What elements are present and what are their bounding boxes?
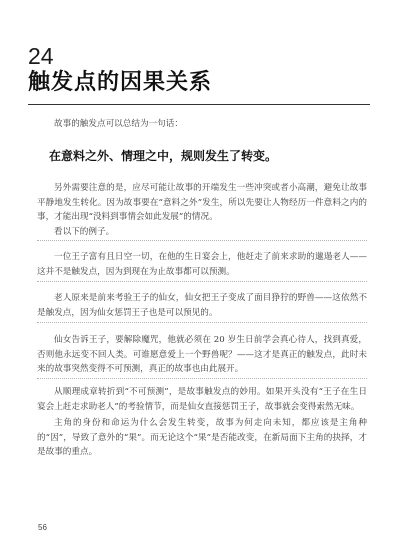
example-1: 一位王子富有且日空一切，在他的生日宴会上，他赶走了前来求助的邋遢老人——这并不是触发点，因为到现在为止故事都可以预测。 (37, 252, 367, 277)
title-divider (28, 104, 370, 105)
chapter-number: 24 (28, 43, 54, 69)
intro-paragraph: 故事的触发点可以总结为一句话： (54, 119, 183, 129)
section-separator (37, 240, 367, 241)
page-number: 56 (38, 523, 47, 532)
example-2: 老人原来是前来考验王子的仙女，仙女把王子变成了面目狰狞的野兽——这依然不是触发点，因为仙女惩罚王子也是可以预见的。 (37, 293, 367, 318)
paragraph-3: 主角的身份和命运为什么会发生转变，故事为何走向未知，都应该是主角种的“因”，导致了意外的“果”。而无论这个“果”是否能改变，在新局面下主角的抉择，才是故事的重点。 (37, 418, 367, 457)
section-separator (37, 281, 367, 282)
paragraph-1: 另外需要注意的是，应尽可能让故事的开端发生一些冲突或者小高潮，避免让故事平静地发生转化。因为故事要在“意料之外”发生，所以先要让人物经历一件意料之内的事，才能出现“没料到事情会如此发展”的情况。 (37, 183, 367, 222)
paragraph-1b: 看以下的例子。 (54, 227, 115, 237)
key-sentence: 在意料之外、情理之中，规则发生了转变。 (49, 149, 278, 163)
example-3: 仙女告诉王子，要解除魔咒，他就必须在 20 岁生日前学会真心待人，找到真爱，否则他永远变不回人类。可谁愿意爱上一个野兽呢？——这才是真正的触发点，此时未来的故事突然变得不可预测，真正的故事也由此展开。 (37, 335, 367, 374)
chapter-title: 触发点的因果关系 (28, 70, 213, 95)
section-separator (37, 378, 367, 379)
section-separator (37, 322, 367, 323)
paragraph-2: 从顺理成章转折到“不可预测”，是故事触发点的妙用。如果开头没有“王子在生日宴会上赶走求助老人”的考验情节，而是仙女直接惩罚王子，故事就会变得索然无味。 (37, 387, 367, 412)
